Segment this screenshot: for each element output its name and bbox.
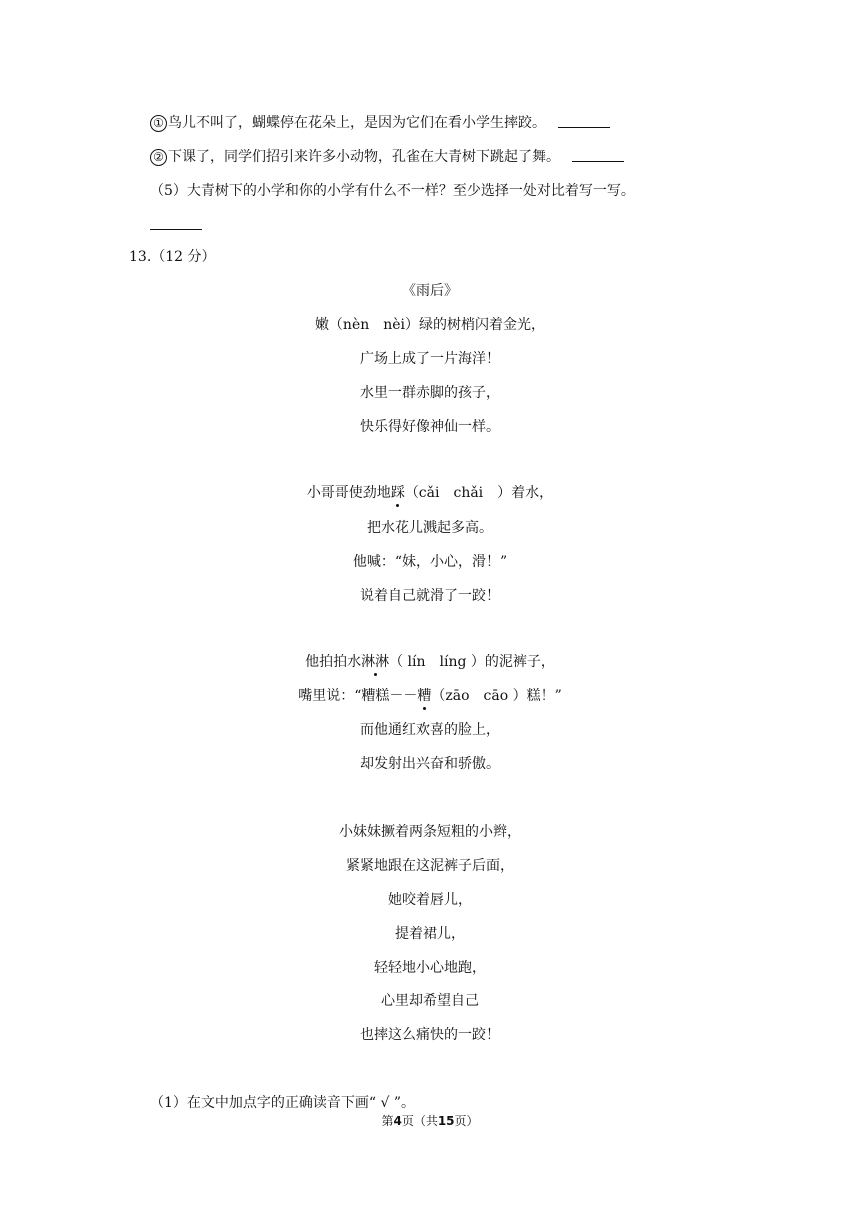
answer-blank[interactable] bbox=[558, 115, 610, 128]
circled-number-marker: ① bbox=[150, 115, 167, 132]
total-pages: 15 bbox=[437, 1114, 455, 1128]
question-text: 下课了，同学们招引来许多小动物，孔雀在大青树下跳起了舞。 bbox=[168, 149, 560, 165]
poem-line bbox=[0, 651, 860, 671]
poem-text: 小哥哥使劲地 bbox=[306, 485, 391, 501]
poem-line: 也摔这么痛快的一跤！ bbox=[360, 1027, 500, 1043]
poem-line: 广场上成了一片海洋！ bbox=[360, 351, 500, 367]
poem-line bbox=[0, 482, 860, 502]
poem-line: 却发射出兴奋和骄傲。 bbox=[360, 756, 500, 772]
poem-line: 他喊：“妹，小心，滑！” bbox=[352, 554, 508, 570]
poem-line: 快乐得好像神仙一样。 bbox=[360, 419, 500, 435]
poem-text: 他拍拍水 bbox=[305, 654, 362, 670]
poem-line: 提着裙儿， bbox=[395, 926, 465, 942]
question-13-label: 13.（12 分） bbox=[129, 249, 216, 265]
poem-line bbox=[0, 685, 860, 705]
poem-text: （ lín líng ）的泥裤子， bbox=[389, 654, 555, 670]
circled-number-marker: ② bbox=[150, 149, 167, 166]
answer-blank[interactable] bbox=[572, 149, 624, 162]
poem-line: 水里一群赤脚的孩子， bbox=[360, 385, 500, 401]
poem-line: 她咬着唇儿， bbox=[388, 892, 472, 908]
poem-title: 《雨后》 bbox=[402, 283, 458, 299]
footer-text: 页） bbox=[454, 1114, 479, 1128]
poem-text: （cǎi chǎi ）着水， bbox=[404, 485, 554, 501]
sub-question-1: （1）在文中加点字的正确读音下画“ √ ”。 bbox=[150, 1095, 416, 1111]
dotted-character: 淋淋 bbox=[361, 651, 389, 671]
footer-text: 第 bbox=[381, 1114, 394, 1128]
question-item-1 bbox=[150, 112, 610, 132]
poem-line: 嫩（nèn nèi）绿的树梢闪着金光， bbox=[314, 317, 546, 333]
page-number: 4 bbox=[393, 1114, 402, 1128]
poem-text: （zāo cāo ）糕！” bbox=[431, 688, 562, 704]
poem-line: 说着自己就滑了一跤！ bbox=[360, 588, 500, 604]
footer-text: 页（共 bbox=[401, 1114, 438, 1128]
question-item-2 bbox=[150, 146, 624, 166]
poem-line: 把水花儿溅起多高。 bbox=[367, 520, 493, 536]
poem-text: 嘴里说：“糟糕－－ bbox=[298, 688, 418, 704]
poem-line: 心里却希望自己 bbox=[381, 993, 479, 1009]
dotted-character: 踩 bbox=[391, 482, 405, 502]
poem-line: 紧紧地跟在这泥裤子后面， bbox=[346, 858, 514, 874]
dotted-character: 糟 bbox=[417, 685, 431, 705]
poem-line: 轻轻地小心地跑， bbox=[374, 960, 486, 976]
question-text: 鸟儿不叫了，蝴蝶停在花朵上，是因为它们在看小学生摔跤。 bbox=[168, 115, 546, 131]
answer-blank[interactable] bbox=[150, 229, 202, 230]
poem-line: 小妹妹撅着两条短粗的小辫， bbox=[339, 824, 521, 840]
question-item-5: （5）大青树下的小学和你的小学有什么不一样？至少选择一处对比着写一写。 bbox=[150, 183, 635, 199]
poem-line: 而他通红欢喜的脸上， bbox=[360, 722, 500, 738]
page-footer bbox=[0, 1112, 860, 1129]
